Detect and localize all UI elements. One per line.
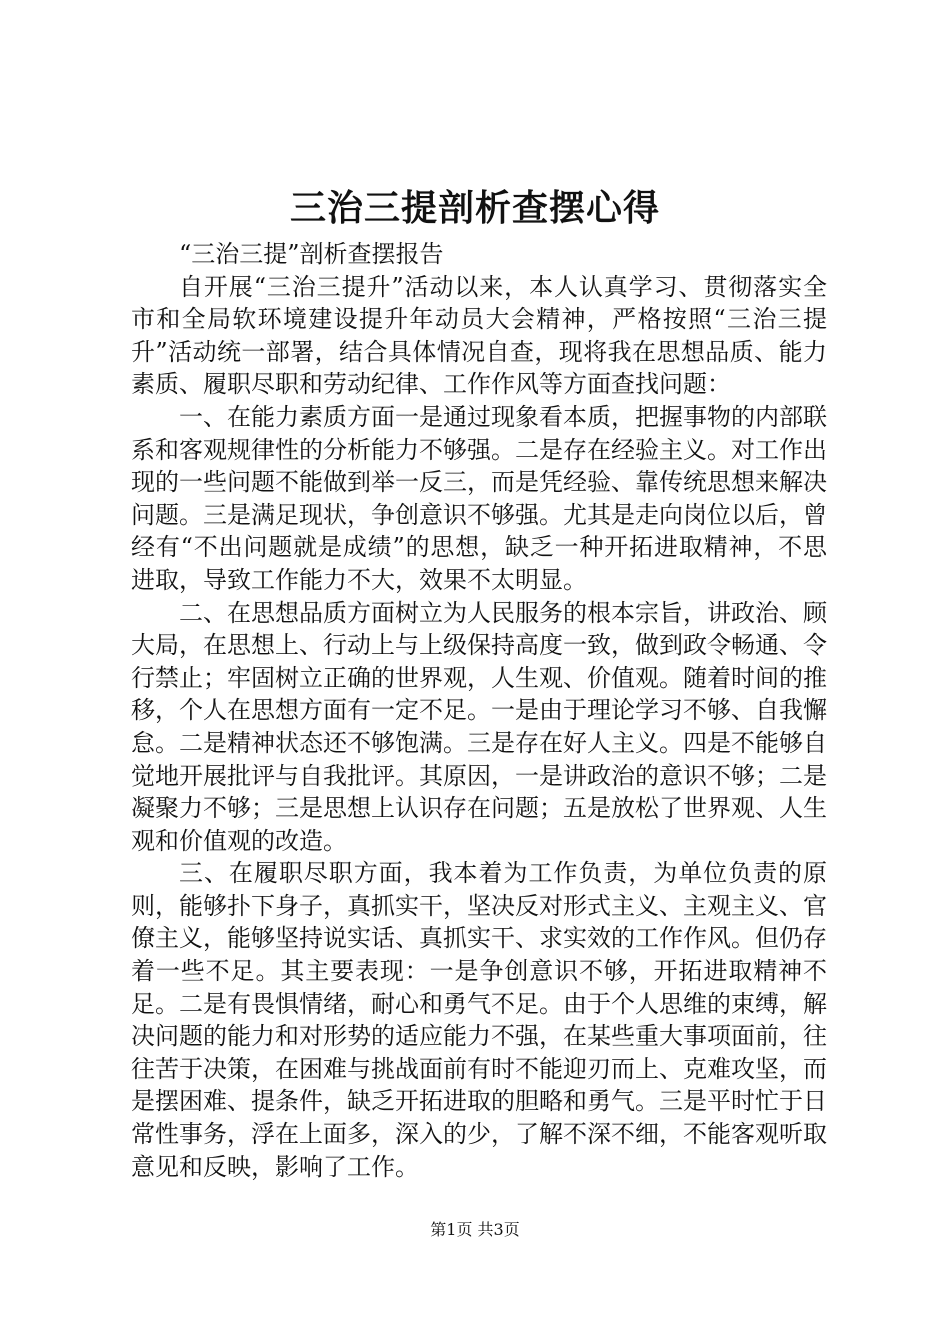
duty-paragraph: 三、在履职尽职方面，我本着为工作负责，为单位负责的原则，能够扑下身子，真抓实干，坚决反对形式主义、主观主义、官僚主义，能够坚持说实话、真抓实干、求实效的工作作风。但仍存着一些不足。其主要表现：一是争创意识不够，开拓进取精神不足。二是有畏惧情绪，耐心和勇气不足。由于个人思维的束缚，解决问题的能力和对形势的适应能力不强，在某些重大事项面前，往往苦于决策，在困难与挑战面前有时不能迎刃而上、克难攻坚，而是摆困难、提条件，缺乏开拓进取的胆略和勇气。三是平时忙于日常性事务，浮在上面多，深入的少，了解不深不细，不能客观听取意见和反映，影响了工作。	[131, 859, 827, 1181]
subtitle-paragraph: “三治三提”剖析查摆报告	[179, 240, 444, 268]
thought-paragraph: 二、在思想品质方面树立为人民服务的根本宗旨，讲政治、顾大局，在思想上、行动上与上级保持高度一致，做到政令畅通、令行禁止；牢固树立正确的世界观，人生观、价值观。随着时间的推移，个人在思想方面有一定不足。一是由于理论学习不够、自我懈怠。二是精神状态还不够饱满。三是存在好人主义。四是不能够自觉地开展批评与自我批评。其原因，一是讲政治的意识不够；二是凝聚力不够；三是思想上认识存在问题；五是放松了世界观、人生观和价值观的改造。	[131, 598, 827, 855]
document-body	[131, 238, 827, 1183]
ability-paragraph: 一、在能力素质方面一是通过现象看本质，把握事物的内部联系和客观规律性的分析能力不够强。二是存在经验主义。对工作出现的一些问题不能做到举一反三，而是凭经验、靠传统思想来解决问题。三是满足现状，争创意识不够强。尤其是走向岗位以后，曾经有“不出问题就是成绩”的思想，缺乏一种开拓进取精神，不思进取，导致工作能力不大，效果不太明显。	[131, 402, 827, 594]
document-title: 三治三提剖析查摆心得	[289, 187, 660, 229]
intro-paragraph: 自开展“三治三提升”活动以来，本人认真学习、贯彻落实全市和全局软环境建设提升年动员大会精神，严格按照“三治三提升”活动统一部署，结合具体情况自查，现将我在思想品质、能力素质、履职尽职和劳动纪律、工作作风等方面查找问题：	[131, 272, 827, 399]
page-number-footer: 第1页 共3页	[430, 1220, 520, 1239]
